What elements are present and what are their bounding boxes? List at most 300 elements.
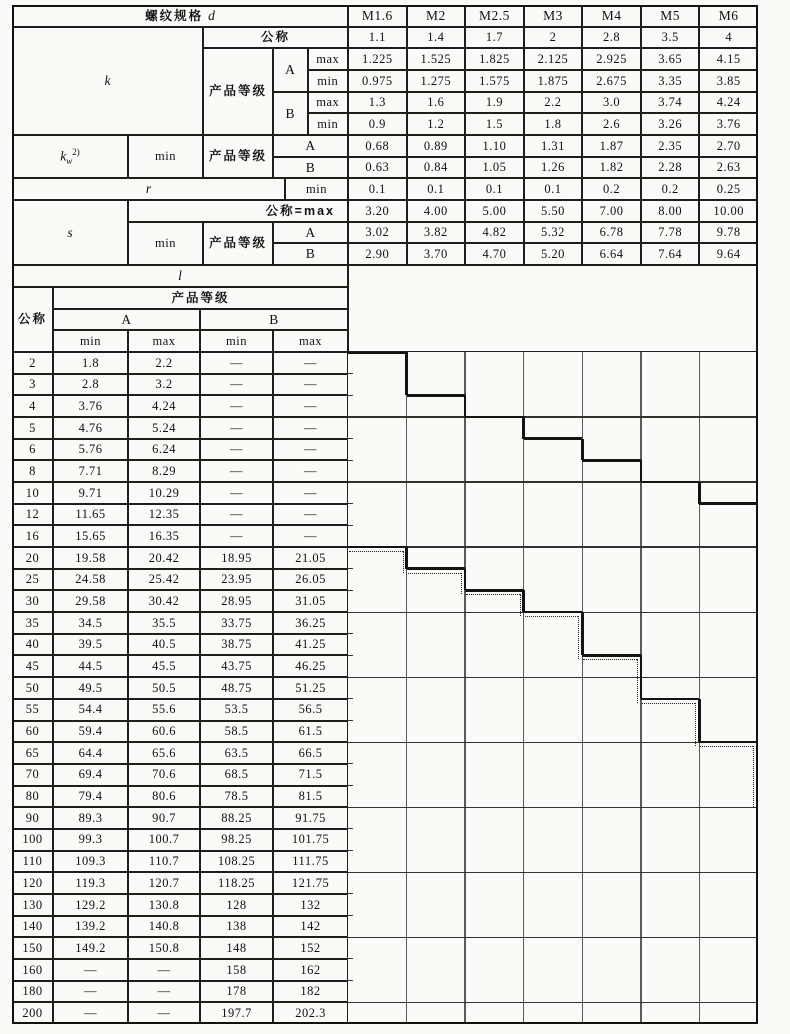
l-row-cell bbox=[128, 916, 200, 938]
label: 63.5 bbox=[224, 745, 249, 760]
value-cell bbox=[641, 92, 700, 114]
label: 0.2 bbox=[603, 181, 621, 196]
l-row-cell bbox=[12, 699, 53, 721]
chart-step-upper-solid bbox=[524, 437, 583, 440]
l-row-cell bbox=[273, 439, 348, 461]
label: 1.575 bbox=[479, 73, 510, 88]
chart-step-lower-dotted bbox=[637, 659, 638, 702]
thread-spec-header bbox=[12, 5, 348, 27]
label: 3.26 bbox=[658, 116, 683, 131]
l-row-cell bbox=[273, 634, 348, 656]
label: — bbox=[230, 442, 243, 457]
label: — bbox=[304, 377, 317, 392]
chart-step-lower-dotted bbox=[578, 616, 579, 659]
label: 70 bbox=[25, 767, 40, 782]
value-cell bbox=[641, 27, 700, 49]
label: — bbox=[304, 398, 317, 413]
label: M1.6 bbox=[361, 8, 393, 24]
value-cell bbox=[524, 157, 583, 179]
chart-step-lower-solid bbox=[348, 546, 407, 549]
chart-step-lower-dotted bbox=[461, 573, 462, 595]
r-min-label bbox=[285, 178, 348, 200]
chart-gridline bbox=[348, 416, 758, 417]
label: 4.15 bbox=[716, 51, 741, 66]
l-grade-label bbox=[53, 287, 348, 309]
label: 1.275 bbox=[420, 73, 452, 88]
label: — bbox=[230, 377, 243, 392]
l-row-cell bbox=[273, 460, 348, 482]
label: 150 bbox=[22, 940, 43, 955]
label: 0.63 bbox=[365, 160, 390, 175]
value-cell bbox=[348, 178, 407, 200]
value-cell bbox=[641, 113, 700, 135]
label: 产品等级 bbox=[208, 84, 267, 99]
kw-min-label bbox=[128, 135, 203, 178]
label: 20 bbox=[25, 550, 40, 565]
label: 149.2 bbox=[75, 940, 106, 955]
label: 89.3 bbox=[78, 810, 103, 825]
label: 46.25 bbox=[295, 659, 326, 674]
k-grade-b bbox=[273, 92, 308, 135]
chart-step-lower-solid bbox=[464, 569, 467, 591]
label: — bbox=[84, 984, 97, 999]
chart-row-tick bbox=[348, 460, 353, 461]
l-row-cell bbox=[200, 482, 273, 504]
l-row-cell bbox=[200, 851, 273, 873]
label: 35.5 bbox=[152, 615, 176, 630]
l-row-cell bbox=[273, 764, 348, 786]
label: 11.65 bbox=[75, 507, 106, 522]
l-row-cell bbox=[273, 916, 348, 938]
l-row-cell bbox=[273, 872, 348, 894]
label: 1.7 bbox=[485, 30, 503, 45]
value-cell bbox=[348, 70, 407, 92]
label: 90 bbox=[25, 810, 40, 825]
l-grade-b bbox=[200, 309, 348, 331]
value-cell bbox=[641, 135, 700, 157]
l-row-cell bbox=[128, 1002, 200, 1024]
label: 12 bbox=[25, 507, 40, 522]
chart-gridline bbox=[348, 937, 758, 938]
l-row-cell bbox=[273, 612, 348, 634]
label: 53.5 bbox=[224, 702, 249, 717]
l-row-cell bbox=[128, 981, 200, 1003]
value-cell bbox=[348, 243, 407, 265]
label: 91.75 bbox=[295, 810, 326, 825]
label: min bbox=[80, 333, 101, 348]
s-label-cell bbox=[12, 200, 128, 265]
value-cell bbox=[465, 70, 524, 92]
l-row-cell bbox=[53, 569, 128, 591]
label: 公称 bbox=[17, 312, 47, 327]
l-row-cell bbox=[12, 460, 53, 482]
value-cell bbox=[524, 178, 583, 200]
value-cell bbox=[641, 178, 700, 200]
label: 90.7 bbox=[152, 810, 176, 825]
l-row-cell bbox=[12, 439, 53, 461]
label: 1.87 bbox=[599, 138, 624, 153]
k-label-cell bbox=[12, 27, 203, 135]
label: M2.5 bbox=[478, 8, 510, 24]
s-nominal-max-label bbox=[128, 200, 348, 222]
l-row-cell bbox=[128, 959, 200, 981]
label: — bbox=[157, 962, 171, 977]
k-grade-a bbox=[273, 48, 308, 91]
l-row-cell bbox=[12, 1002, 53, 1024]
label: 2.2 bbox=[155, 355, 173, 370]
value-cell bbox=[641, 70, 700, 92]
value-cell bbox=[465, 135, 524, 157]
l-row-cell bbox=[12, 590, 53, 612]
chart-step-lower-dotted bbox=[525, 616, 579, 617]
label: 0.9 bbox=[368, 116, 386, 131]
value-cell bbox=[699, 113, 758, 135]
l-row-cell bbox=[12, 742, 53, 764]
blank-cell bbox=[348, 265, 758, 352]
value-cell bbox=[407, 135, 466, 157]
l-row-cell bbox=[12, 417, 53, 439]
l-row-cell bbox=[128, 569, 200, 591]
l-row-cell bbox=[53, 894, 128, 916]
chart-step-upper-solid bbox=[348, 352, 407, 355]
chart-step-lower-solid bbox=[405, 547, 408, 569]
label: 螺纹规格 bbox=[145, 8, 204, 23]
chart-row-tick bbox=[348, 655, 353, 656]
k-b-min-label bbox=[308, 113, 349, 135]
label: 60 bbox=[25, 724, 40, 739]
label: 1.1 bbox=[368, 30, 386, 45]
chart-step-lower-dotted bbox=[642, 703, 696, 704]
label: 3.0 bbox=[603, 95, 621, 110]
label: 120.7 bbox=[148, 875, 180, 890]
label: 产品等级 bbox=[208, 236, 267, 251]
label: l bbox=[178, 268, 182, 284]
label: — bbox=[157, 1005, 171, 1020]
chart-step-lower-solid bbox=[640, 655, 643, 698]
chart-step-lower-solid bbox=[698, 699, 701, 742]
label: 1.875 bbox=[537, 73, 569, 88]
s-grade-label bbox=[203, 222, 273, 265]
label: 1.225 bbox=[361, 51, 393, 66]
label: 140.8 bbox=[148, 919, 180, 934]
value-cell bbox=[699, 48, 758, 70]
l-row-cell bbox=[273, 374, 348, 396]
l-row-cell bbox=[200, 721, 273, 743]
l-row-cell bbox=[12, 937, 53, 959]
l-row-cell bbox=[128, 721, 200, 743]
value-cell bbox=[582, 113, 641, 135]
label: 36.25 bbox=[295, 615, 326, 630]
value-cell bbox=[348, 135, 407, 157]
label: min bbox=[155, 149, 176, 164]
label: 7.78 bbox=[658, 225, 683, 240]
label: 6.64 bbox=[599, 246, 624, 261]
l-row-cell bbox=[200, 395, 273, 417]
value-cell bbox=[524, 27, 583, 49]
value-cell bbox=[407, 113, 466, 135]
value-cell bbox=[641, 243, 700, 265]
chart-gridline bbox=[348, 677, 758, 678]
value-cell bbox=[582, 178, 641, 200]
value-cell bbox=[524, 135, 583, 157]
l-label-cell bbox=[12, 265, 348, 287]
label: — bbox=[230, 463, 243, 478]
l-row-cell bbox=[273, 547, 348, 569]
label: 130 bbox=[22, 897, 43, 912]
k-grade-label bbox=[203, 48, 273, 135]
label: 111.75 bbox=[292, 854, 329, 869]
value-cell bbox=[699, 200, 758, 222]
value-cell bbox=[582, 243, 641, 265]
value-cell bbox=[641, 5, 700, 27]
chart-gridline bbox=[348, 742, 758, 743]
label: 4.24 bbox=[716, 95, 741, 110]
label: 80.6 bbox=[152, 789, 176, 804]
value-cell bbox=[348, 200, 407, 222]
l-row-cell bbox=[200, 981, 273, 1003]
k-a-max-label bbox=[308, 48, 349, 70]
value-cell bbox=[699, 5, 758, 27]
label: — bbox=[230, 485, 243, 500]
l-row-cell bbox=[273, 482, 348, 504]
l-row-cell bbox=[273, 655, 348, 677]
chart-step-upper-solid bbox=[405, 352, 408, 395]
label: 49.5 bbox=[78, 680, 103, 695]
value-cell bbox=[699, 92, 758, 114]
label: — bbox=[84, 1005, 97, 1020]
l-row-cell bbox=[200, 786, 273, 808]
label: 1.10 bbox=[482, 138, 507, 153]
label: 65 bbox=[25, 745, 40, 760]
chart-row-tick bbox=[348, 568, 353, 569]
l-subheader bbox=[273, 330, 348, 352]
label: 4 bbox=[725, 30, 733, 45]
l-row-cell bbox=[128, 482, 200, 504]
l-row-cell bbox=[128, 504, 200, 526]
label: 1.31 bbox=[541, 138, 565, 153]
l-row-cell bbox=[53, 1002, 128, 1024]
label: 132 bbox=[300, 897, 321, 912]
chart-step-lower-solid bbox=[465, 589, 524, 592]
l-row-cell bbox=[200, 1002, 273, 1024]
label: 1.2 bbox=[427, 116, 445, 131]
chart-step-upper-solid bbox=[581, 439, 584, 461]
value-cell bbox=[348, 92, 407, 114]
label: 110 bbox=[22, 854, 43, 869]
l-row-cell bbox=[273, 807, 348, 829]
label: 15.65 bbox=[75, 528, 106, 543]
label: 54.4 bbox=[78, 702, 103, 717]
label: 5.00 bbox=[482, 203, 507, 218]
l-row-cell bbox=[53, 655, 128, 677]
chart-row-tick bbox=[348, 828, 353, 829]
label: 1.9 bbox=[485, 95, 503, 110]
l-row-cell bbox=[12, 721, 53, 743]
value-cell bbox=[407, 178, 466, 200]
chart-step-lower-solid bbox=[407, 567, 466, 570]
label: 3.35 bbox=[658, 73, 683, 88]
label: 120 bbox=[22, 875, 43, 890]
value-cell bbox=[465, 243, 524, 265]
label: 24.58 bbox=[75, 572, 106, 587]
l-row-cell bbox=[12, 547, 53, 569]
value-cell bbox=[699, 135, 758, 157]
value-cell bbox=[407, 200, 466, 222]
label: 3.76 bbox=[78, 398, 103, 413]
label: 3.65 bbox=[658, 51, 683, 66]
l-row-cell bbox=[53, 525, 128, 547]
label: 1.825 bbox=[479, 51, 510, 66]
value-cell bbox=[524, 200, 583, 222]
l-subheader bbox=[200, 330, 273, 352]
label: 0.1 bbox=[544, 181, 562, 196]
label: min bbox=[155, 236, 176, 251]
label: min bbox=[306, 181, 327, 196]
label: 100.7 bbox=[148, 832, 180, 847]
label: 2.125 bbox=[537, 51, 569, 66]
value-cell bbox=[524, 222, 583, 244]
label: 152 bbox=[300, 940, 321, 955]
label: 65.6 bbox=[152, 745, 176, 760]
l-grade-a bbox=[53, 309, 200, 331]
label: 79.4 bbox=[78, 789, 103, 804]
value-cell bbox=[348, 157, 407, 179]
l-row-cell bbox=[200, 374, 273, 396]
l-row-cell bbox=[12, 612, 53, 634]
label: 9.78 bbox=[716, 225, 741, 240]
l-row-cell bbox=[273, 894, 348, 916]
label: 16.35 bbox=[148, 528, 180, 543]
chart-row-tick bbox=[348, 958, 353, 959]
label: — bbox=[84, 962, 97, 977]
chart-step-upper-solid bbox=[407, 394, 466, 397]
label: — bbox=[230, 528, 243, 543]
label: 4.24 bbox=[152, 398, 176, 413]
value-cell bbox=[582, 48, 641, 70]
l-row-cell bbox=[200, 460, 273, 482]
l-row-cell bbox=[200, 417, 273, 439]
chart-row-tick bbox=[348, 698, 353, 699]
l-row-cell bbox=[53, 395, 128, 417]
value-cell bbox=[699, 157, 758, 179]
label: 33.75 bbox=[221, 615, 252, 630]
label: 0.25 bbox=[716, 181, 741, 196]
value-cell bbox=[699, 243, 758, 265]
label: 180 bbox=[22, 984, 43, 999]
l-row-cell bbox=[273, 742, 348, 764]
l-row-cell bbox=[128, 677, 200, 699]
label: 1.5 bbox=[485, 116, 503, 131]
label: 78.5 bbox=[224, 789, 249, 804]
value-cell bbox=[582, 200, 641, 222]
value-cell bbox=[407, 92, 466, 114]
l-row-cell bbox=[12, 916, 53, 938]
value-cell bbox=[582, 70, 641, 92]
l-row-cell bbox=[53, 612, 128, 634]
value-cell bbox=[582, 135, 641, 157]
label: 2.70 bbox=[716, 138, 741, 153]
label: 1.8 bbox=[544, 116, 562, 131]
l-row-cell bbox=[273, 395, 348, 417]
l-row-cell bbox=[12, 634, 53, 656]
label: 2.6 bbox=[603, 116, 621, 131]
chart-step-lower-dotted bbox=[466, 594, 520, 595]
label: 1.05 bbox=[482, 160, 507, 175]
kw-label-cell bbox=[12, 135, 128, 178]
label: 5 bbox=[29, 420, 36, 435]
value-cell bbox=[348, 113, 407, 135]
label: max bbox=[298, 333, 323, 348]
label: 产品等级 bbox=[208, 149, 267, 164]
label: 25.42 bbox=[148, 572, 180, 587]
label: 45 bbox=[25, 659, 40, 674]
l-row-cell bbox=[12, 482, 53, 504]
l-row-cell bbox=[128, 872, 200, 894]
chart-row-tick bbox=[348, 590, 353, 591]
label: B bbox=[305, 159, 316, 175]
label: 3.02 bbox=[365, 225, 390, 240]
l-row-cell bbox=[12, 525, 53, 547]
label: A bbox=[121, 311, 132, 327]
l-row-cell bbox=[200, 655, 273, 677]
label: B bbox=[305, 246, 316, 262]
l-row-cell bbox=[53, 721, 128, 743]
label: 110.7 bbox=[148, 854, 180, 869]
l-row-cell bbox=[200, 504, 273, 526]
l-row-cell bbox=[128, 352, 200, 374]
label: 43.75 bbox=[221, 659, 252, 674]
value-cell bbox=[407, 48, 466, 70]
label: 30.42 bbox=[148, 594, 180, 609]
value-cell bbox=[641, 222, 700, 244]
value-cell bbox=[348, 48, 407, 70]
chart-step-lower-dotted bbox=[583, 659, 637, 660]
value-cell bbox=[699, 178, 758, 200]
chart-step-upper-solid bbox=[582, 459, 641, 462]
chart-row-tick bbox=[348, 980, 353, 981]
label: 5.24 bbox=[152, 420, 176, 435]
value-cell bbox=[524, 5, 583, 27]
chart-column-line bbox=[464, 352, 465, 1024]
l-row-cell bbox=[53, 807, 128, 829]
label: — bbox=[304, 507, 317, 522]
chart-row-tick bbox=[348, 503, 353, 504]
l-row-cell bbox=[128, 786, 200, 808]
l-row-cell bbox=[200, 872, 273, 894]
value-cell bbox=[348, 5, 407, 27]
label: 7.64 bbox=[658, 246, 683, 261]
label: 61.5 bbox=[298, 724, 323, 739]
chart-row-tick bbox=[348, 763, 353, 764]
chart-step-lower-solid bbox=[641, 698, 700, 701]
kw-var: $k_w^{2)}$ bbox=[60, 146, 80, 166]
s-grade-b bbox=[273, 243, 348, 265]
value-cell bbox=[524, 113, 583, 135]
label: 1.525 bbox=[420, 51, 452, 66]
l-row-cell bbox=[273, 569, 348, 591]
label: 3.74 bbox=[658, 95, 683, 110]
value-cell bbox=[348, 222, 407, 244]
label: min bbox=[317, 73, 339, 88]
s-grade-a bbox=[273, 222, 348, 244]
label: M3 bbox=[543, 8, 563, 24]
l-row-cell bbox=[53, 417, 128, 439]
label: d bbox=[208, 8, 215, 24]
label: M2 bbox=[425, 8, 446, 24]
label: 45.5 bbox=[152, 659, 176, 674]
label: 2.925 bbox=[596, 51, 627, 66]
l-row-cell bbox=[128, 807, 200, 829]
